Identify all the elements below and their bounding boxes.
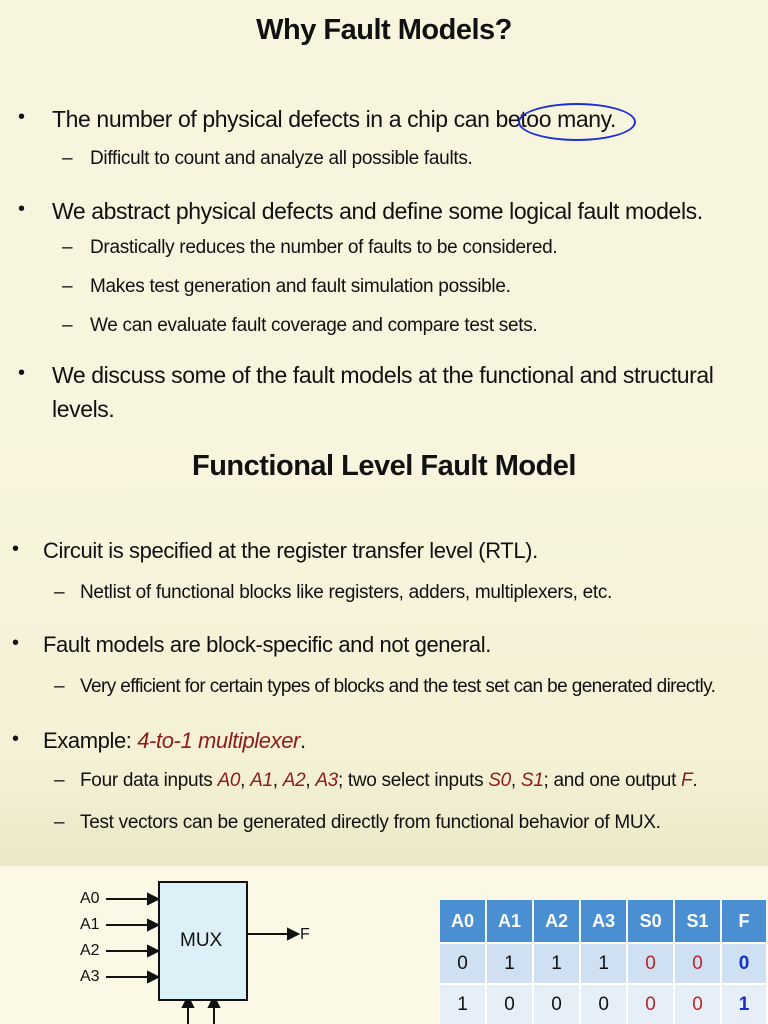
signal-a3: A3 bbox=[315, 770, 338, 791]
bullet-dot: • bbox=[18, 106, 26, 128]
bullet-text bbox=[43, 728, 306, 754]
bullet-text: Fault models are block-specific and not general. bbox=[43, 632, 491, 657]
column-header: F bbox=[721, 900, 767, 943]
sub-dash: – bbox=[54, 582, 65, 603]
column-header: A1 bbox=[486, 900, 533, 943]
signal-s1: S1 bbox=[520, 770, 544, 791]
column-header: S0 bbox=[627, 900, 674, 943]
sub-bullet-text: Drastically reduces the number of faults to be considered. bbox=[90, 237, 558, 258]
bullet-dot: • bbox=[12, 632, 20, 654]
column-header: S1 bbox=[674, 900, 721, 943]
sub-bullet-text: Very efficient for certain types of blocks and the test set can be generated directly. bbox=[80, 676, 716, 697]
bullet-dot: • bbox=[12, 728, 20, 750]
table-cell: 1 bbox=[533, 943, 580, 984]
table-cell: 0 bbox=[627, 943, 674, 984]
bullet-text: We abstract physical defects and define some logical fault models. bbox=[52, 198, 703, 224]
slide1-title: Why Fault Models? bbox=[256, 14, 512, 46]
sub-dash: – bbox=[62, 237, 73, 258]
text-part: . bbox=[692, 770, 698, 791]
sub-dash: – bbox=[54, 770, 65, 791]
table-cell: 0 bbox=[533, 984, 580, 1024]
table-cell: 0 bbox=[674, 984, 721, 1024]
circled-phrase: too many. bbox=[520, 106, 617, 132]
sub-dash: – bbox=[54, 676, 65, 697]
sub-bullet-text: Netlist of functional blocks like registers, adders, multiplexers, etc. bbox=[80, 582, 613, 603]
text-part: , bbox=[510, 770, 521, 791]
text-part: ; two select inputs bbox=[337, 770, 489, 791]
table-cell: 0 bbox=[627, 984, 674, 1024]
signal-s0: S0 bbox=[488, 770, 511, 791]
sub-dash: – bbox=[62, 276, 73, 297]
slide2-title: Functional Level Fault Model bbox=[192, 450, 576, 482]
output-label-f: F bbox=[300, 926, 310, 943]
bullet-text-part: The number of physical defects in a chip can be bbox=[52, 106, 521, 132]
bullet-text: Circuit is specified at the register transfer level (RTL). bbox=[43, 538, 538, 563]
bullet-dot: • bbox=[12, 538, 20, 560]
input-label-a1: A1 bbox=[80, 916, 100, 933]
example-suffix: . bbox=[299, 728, 306, 753]
example-highlight: 4-to-1 multiplexer bbox=[137, 728, 300, 753]
input-label-a3: A3 bbox=[80, 968, 100, 985]
signal-a1: A1 bbox=[250, 770, 273, 791]
annotation-circle bbox=[518, 103, 636, 141]
sub-bullet-text: Difficult to count and analyze all possible faults. bbox=[90, 148, 473, 169]
signal-a0: A0 bbox=[217, 770, 241, 791]
table-header-row bbox=[440, 900, 767, 943]
table-cell: 0 bbox=[440, 943, 486, 984]
table-row bbox=[440, 943, 767, 984]
table-cell: 1 bbox=[440, 984, 486, 1024]
sub-bullet-text bbox=[80, 770, 697, 792]
example-prefix: Example: bbox=[43, 728, 138, 753]
table-cell: 1 bbox=[580, 943, 627, 984]
table-cell-output: 1 bbox=[721, 984, 767, 1024]
signal-f: F bbox=[681, 770, 693, 791]
bullet-dot: • bbox=[18, 362, 26, 384]
sub-dash: – bbox=[62, 315, 73, 336]
table-cell: 1 bbox=[486, 943, 533, 984]
table-cell: 0 bbox=[674, 943, 721, 984]
text-part: , bbox=[305, 770, 316, 791]
input-label-a0: A0 bbox=[80, 890, 100, 907]
column-header: A0 bbox=[440, 900, 486, 943]
input-label-a2: A2 bbox=[80, 942, 100, 959]
text-part: Four data inputs bbox=[80, 770, 218, 791]
text-part: , bbox=[272, 770, 283, 791]
sub-bullet-text: We can evaluate fault coverage and compare test sets. bbox=[90, 315, 538, 336]
column-header: A3 bbox=[580, 900, 627, 943]
table-row bbox=[440, 984, 767, 1024]
bullet-dot: • bbox=[18, 198, 26, 220]
truth-table bbox=[440, 900, 768, 1024]
signal-a2: A2 bbox=[282, 770, 306, 791]
table-cell: 0 bbox=[580, 984, 627, 1024]
bullet-text-continued: levels. bbox=[52, 396, 115, 422]
text-part: , bbox=[240, 770, 251, 791]
sub-dash: – bbox=[62, 148, 73, 169]
table-cell-output: 0 bbox=[721, 943, 767, 984]
mux-label: MUX bbox=[180, 930, 223, 951]
sub-bullet-text: Makes test generation and fault simulation possible. bbox=[90, 276, 511, 297]
sub-bullet-text: Test vectors can be generated directly from functional behavior of MUX. bbox=[80, 812, 661, 833]
sub-dash: – bbox=[54, 812, 65, 833]
text-part: ; and one output bbox=[543, 770, 682, 791]
bullet-text: We discuss some of the fault models at the functional and structural bbox=[52, 362, 714, 388]
table-cell: 0 bbox=[486, 984, 533, 1024]
column-header: A2 bbox=[533, 900, 580, 943]
